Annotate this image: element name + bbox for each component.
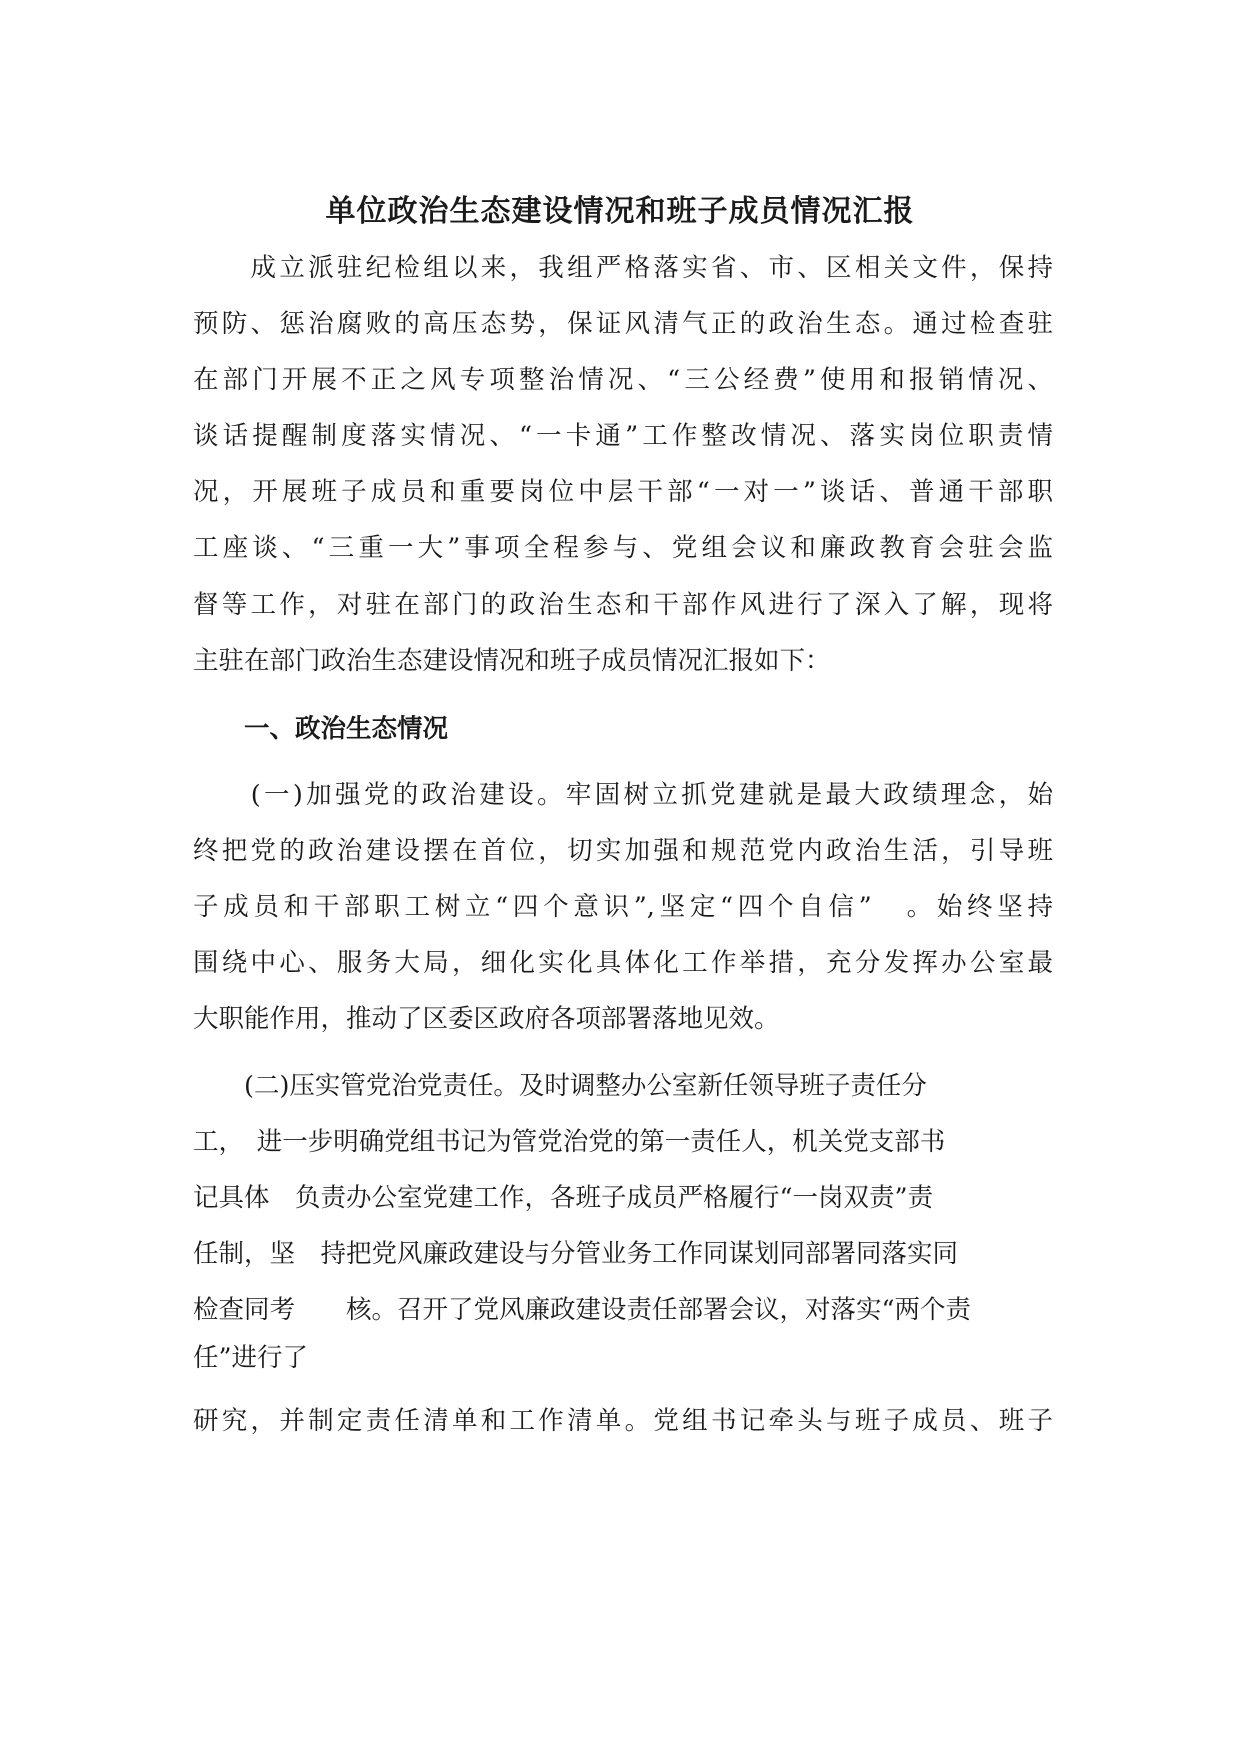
body-line-15: 工， 进一步明确党组书记为管党治党的第一责任人，机关党支部书: [193, 1127, 946, 1157]
body-line-17: 任制，坚 持把党风廉政建设与分管业务工作同谋划同部署同落实同: [193, 1239, 959, 1269]
body-line-14: (二)压实管党治党责任。及时调整办公室新任领导班子责任分: [193, 1071, 927, 1101]
body-line-20: 研究，并制定责任清单和工作清单。党组书记牵头与班子成员、班子: [193, 1406, 1053, 1436]
body-line-3: 在部门开展不正之风专项整治情况、“三公经费”使用和报销情况、: [193, 365, 1053, 395]
document-title: 单位政治生态建设情况和班子成员情况汇报: [325, 194, 915, 229]
body-line-4: 谈话提醒制度落实情况、“一卡通”工作整改情况、落实岗位职责情: [193, 421, 1053, 451]
body-line-12: 围绕中心、服务大局，细化实化具体化工作举措，充分发挥办公室最: [193, 948, 1053, 978]
body-line-1: 成立派驻纪检组以来，我组严格落实省、市、区相关文件，保持: [193, 253, 1053, 283]
section-heading: 一、政治生态情况: [193, 714, 449, 744]
body-line-5: 况，开展班子成员和重要岗位中层干部“一对一”谈话、普通干部职: [193, 477, 1053, 507]
body-line-8: 主驻在部门政治生态建设情况和班子成员情况汇报如下：: [193, 646, 831, 676]
body-line-6: 工座谈、“三重一大”事项全程参与、党组会议和廉政教育会驻会监: [193, 533, 1053, 563]
body-line-13: 大职能作用，推动了区委区政府各项部署落地见效。: [193, 1004, 780, 1034]
body-line-2: 预防、惩治腐败的高压态势，保证风清气正的政治生态。通过检查驻: [193, 309, 1053, 339]
body-line-19: 任”进行了: [193, 1343, 309, 1373]
body-line-18: 检查同考 核。召开了党风廉政建设责任部署会议，对落实“两个责: [193, 1295, 972, 1325]
body-line-11: 子成员和干部职工树立“四个意识”,坚定“四个自信” 。始终坚持: [193, 892, 1053, 922]
body-line-7: 督等工作，对驻在部门的政治生态和干部作风进行了深入了解，现将: [193, 590, 1053, 620]
body-line-10: 终把党的政治建设摆在首位，切实加强和规范党内政治生活，引导班: [193, 836, 1053, 866]
body-line-16: 记具体 负责办公室党建工作，各班子成员严格履行“一岗双责”责: [193, 1183, 934, 1213]
body-line-9: (一)加强党的政治建设。牢固树立抓党建就是最大政绩理念，始: [193, 780, 1053, 810]
